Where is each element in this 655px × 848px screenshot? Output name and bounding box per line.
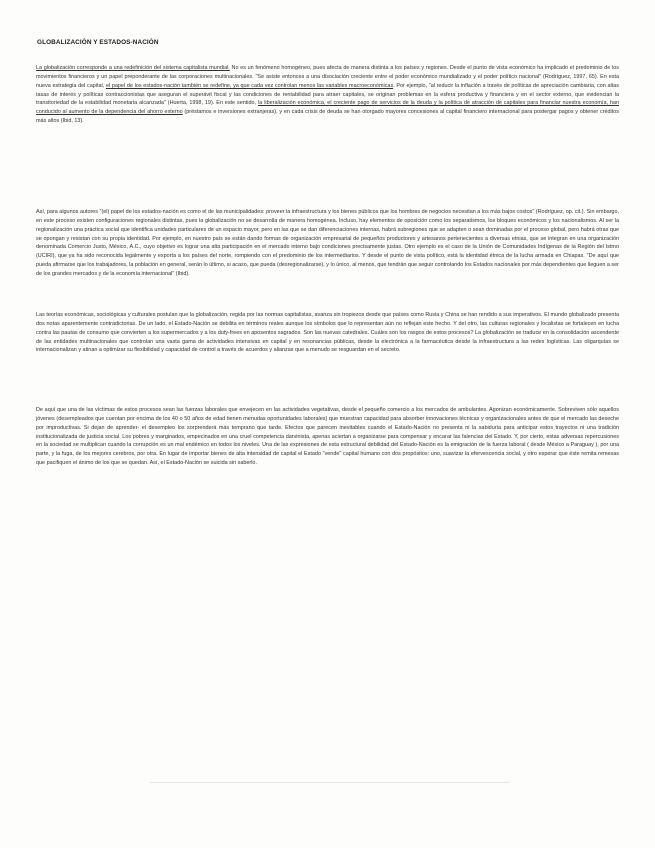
paragraph-1 (36, 64, 619, 126)
paragraph-1-text-c: (préstamos e inversiones extranjeras), y en cada crisis de deuda se han otorgado mayores concesiones al capital financiero internacional para postergar pagos y obtener créditos más altos (Ibid, 13). (36, 109, 619, 125)
paragraph-1-underlined-state-role: el papel de los estados-nación también se redefine, ya que cada vez controlan menos las variables macroeconómicas (105, 82, 394, 89)
document-title: GLOBALIZACIÓN Y ESTADOS-NACIÓN (37, 39, 159, 46)
paragraph-1-text-b: . Por ejemplo, "al reducir la inflación a través de políticas de apreciación cambiaria, con altas tasas de interés y políticas contraccionistas que aseguran el superávit fiscal y las condiciones de rentabilidad para atraer capitales, se originan problemas en la esfera productiva y financiera y en el sector externo, que evidencian la transitoriedad de la estabilidad monetaria alcanzada" (Huerta, 1998, 19). En este sentido, (36, 82, 619, 107)
paragraph-1-underlined-opening: La globalización corresponde a una redefinición del sistema capitalista mundial. (36, 65, 230, 71)
paragraph-1-text-a: No es un fenómeno homogéneo, pues afecta de manera distinta a los países y regiones. Desde el punto de vista económico ha implicado el predominio de los movimientos financieros y un papel preponderante de las corporaciones multinacionales. "Se asiste entonces a una disociación creciente entre el poder económico mundializado y el poder político nacional" (Rodríguez, 1997, 65). En esta nueva estrategia del capital, (36, 65, 620, 89)
paragraph-1-underlined-liberalization: la liberalización económica, el creciente pago de servicios de la deuda y la política de atracción de capitales para financiar nuestra economía, han conducido al aumento de la dependencia del ahorro externo (36, 100, 619, 116)
paragraph-2: Así, para algunos autores "(el) papel de los estados-nación es como el de las municipalidades: proveer la infraestructura y los bienes públicos que los hombres de negocios necesitan a los más bajos costos" (Rodríguez, op. cit.). Sin embargo, en este proceso existen configuraciones regionales distintas, pues la globalización no se desarrolla de manera homogénea. Incluso, hay elementos de oposición como los separatismos, los bloques económicos y los nacionalismos. Al ser la regionalización una práctica social que identifica unidades particulares de un espacio mayor, pero en las que se dan diferenciaciones internas, habrá subregiones que se adapten o sean dominadas por el proceso global, pero habrá otras que se opongan y resistan con su propia identidad. Por ejemplo, en nuestro país se están dando formas de organización empresarial de pequeños productores y artesanos pertenecientes a diversas etnias, que se integran en una organización denominada Comercio Justo, México, A.C., cuyo objetivo es lograr una alta participación en el mercado interno bajo condiciones precisamente justas. Otro ejemplo es el caso de la Unión de Comunidades Indígenas de la Región del Istmo (UCIRI), que ya ha sido reconocida legalmente y exporta a los países del norte, rompiendo con el predominio de los intermediarios. Y desde el punto de vista político, está la identidad étnica de la lucha armada en Chiapas. "De aquí que pueda afirmarse que los trabajadores, la población en general, serán lo último, si acaso, que pueda (desregionalizarse), y lo único, al menos, que tendrán que seguir controlando los Estados nacionales por más dependientes que lleguen a ser de los grandes mercados y de la economía internacional" (Ibid). (36, 209, 619, 277)
paragraph-4: De aquí que una de las víctimas de estos procesos sean las fuerzas laborales que envejecen en las actividades vegetativas, desde el pequeño comercio a los mercados de ambulantes. Agonizan económicamente. Sobreviven sólo aquellos jóvenes (desempleados que cuentan por encima de los 40 o 50 años de edad tienen menudas oportunidades laborales) que muestran capacidad para absorber innovaciones técnicas y organizacionales antes de que el mercado las deseche por improductivas. Si dejan de aprender- el desempleo los sorprenderá más temprano que tarde. Efectos que parecen inevitables cuando el Estado-Nación no presenta ni la sabiduría para anticipar estos trayectos ni una tradición institucionalizada de justicia social. Los pobres y marginados, empecinados en una cruel competencia darvinista, apenas aciertan a organizarse para compensar y encarar las falencias del Estado. Y, por cierto, estas adversas repercusiones en la sociedad se multiplican cuando la corrupción es un mal endémico en todos los niveles. Una de las expresiones de esta estructural debilidad del Estado-Nación es la emigración de la fuerza laboral ( desde México a Paraguay ), por una parte, y la fuga, de los mejores cerebros, por otra. En lugar de importar bienes de alta intensidad de capital el Estado "vende" capital humano con dos propósitos: uno, suavizar la efervescencia social, y otro esperar que éste remita remesas que pacifiquen el ánimo de los que se quedan. Así, el Estado-Nación se suicida sin saberlo. (36, 407, 619, 467)
scan-artifact-line (150, 782, 510, 783)
paragraph-3: Las teorías económicas, sociológicas y culturales postulan que la globalización, regida por las normas capitalistas, avanza sin tropiezos desde que países como Rusia y China se han rendido a sus imperativos. El mundo globalizado presenta dos notas aparentemente contradictorias. De un lado, el Estado-Nación se debilita en términos reales aunque los símbolos que lo representan aún no reflejan este hecho. Y del otro, las culturas regionales y localistas se fortalecen en lucha contra las pautas de consumo que convierten a los supermercados y a los duty-frees en aposentos sagrados. Son las nuevas catedrales. Cuáles son los rasgos de estos procesos? La globalización se traduce en la consolidación ascendente de las entidades multinacionales que controlan una vasta gama de actividades intensivas en capital y en resonancias públicas, desde la electrónica a la farmacéutica desde la infraestructura a las redes logísticas. Las oligarquías se internacionalizan y atinan a optimizar su flexibilidad y capacidad de control a través de acuerdos y alianzas que a menudo se resguardan en el secreto. (36, 312, 619, 354)
